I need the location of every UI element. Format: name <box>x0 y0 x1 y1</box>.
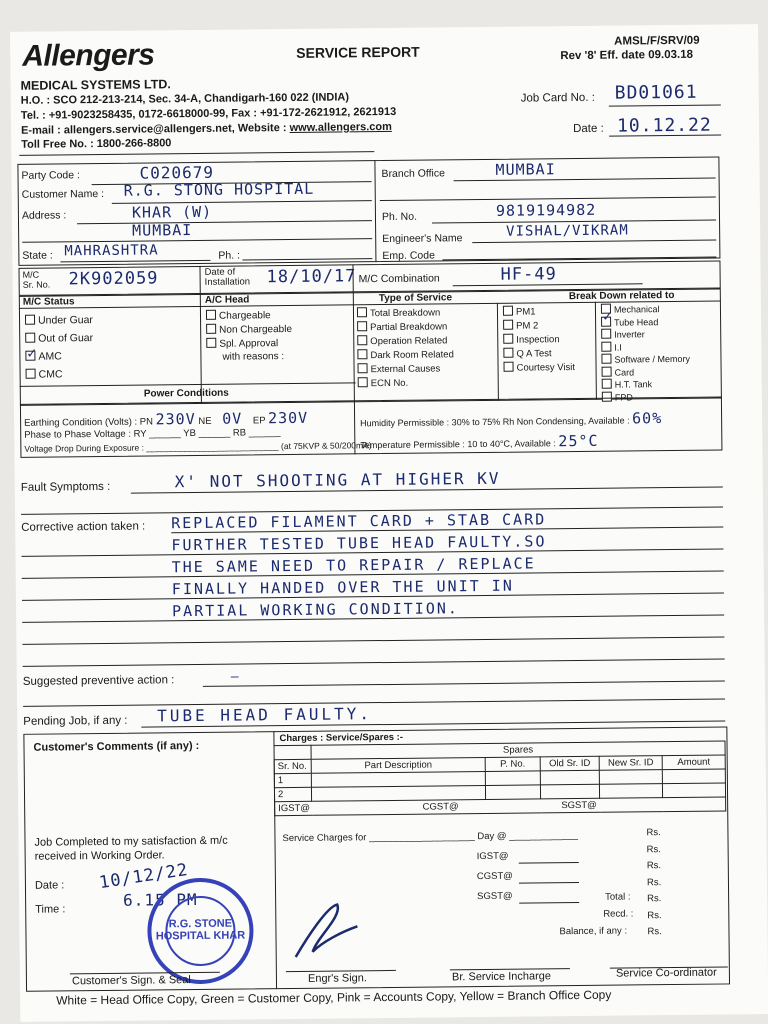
mc-status-amc[interactable] <box>25 347 93 366</box>
address-line-2[interactable]: MUMBAI <box>132 221 193 240</box>
voltage-drop-row: Voltage Drop During Exposure : ____________________________ (at 75KVP & 50/200mA) <box>24 440 372 454</box>
doc-code: AMSL/F/SRV/09 <box>614 34 700 48</box>
email-line <box>21 121 392 137</box>
checkbox[interactable] <box>601 316 611 326</box>
bottom-date-value[interactable]: 10/12/22 <box>97 859 190 894</box>
checkbox[interactable] <box>357 349 367 359</box>
ne-value[interactable]: 0V <box>222 409 243 428</box>
service-type-inspection[interactable] <box>503 333 575 348</box>
pending-job-value[interactable]: TUBE HEAD FAULTY. <box>157 704 373 726</box>
checkbox[interactable] <box>503 348 513 358</box>
checkbox[interactable] <box>206 310 216 320</box>
with-reasons-label: with reasons : <box>222 351 285 363</box>
telephone-fax: Tel. : +91-9023258435, 0172-6618000-99, Fax : +91-172-2621912, 2621913 <box>20 105 397 122</box>
copy-distribution-footer: White = Head Office Copy, Green = Customer Copy, Pink = Accounts Copy, Yellow = Branch Office Copy <box>56 987 612 1008</box>
head-office-address: H.O. : SCO 212-213-214, Sec. 34-A, Chandigarh-160 022 (INDIA) <box>20 91 350 107</box>
total-label: Total : <box>605 891 631 903</box>
phone-no-label: Ph. No. <box>381 210 418 224</box>
form-title: SERVICE REPORT <box>296 43 420 61</box>
checkbox-label: Inverter <box>614 329 645 340</box>
checkbox[interactable] <box>357 335 367 345</box>
date-value[interactable]: 10.12.22 <box>616 114 712 137</box>
customer-sign-label: Customer's Sign. & Seal <box>71 974 191 988</box>
table-row: 1 <box>274 769 725 788</box>
earthing-row: Earthing Condition (Volts) : PN 230V NE 0V EP 230V <box>24 408 309 429</box>
revision-info: Rev '8' Eff. date 09.03.18 <box>560 48 694 63</box>
engineer-name-label: Engineer's Name <box>382 232 463 246</box>
charges-heading: Charges : Service/Spares :- <box>279 731 404 745</box>
corrective-action-lines[interactable]: REPLACED FILAMENT CARD + STAB CARD FURTHER TESTED TUBE HEAD FAULTY.SO THE SAME NEED TO REPAIR / REPLACE FINALLY HANDED OVER THE UNIT IN PARTIAL WORKING CONDITION. <box>171 510 547 621</box>
checkbox[interactable] <box>601 341 611 351</box>
party-code-value[interactable]: C020679 <box>139 162 215 183</box>
checkbox[interactable] <box>357 321 367 331</box>
cgst-charge-label: CGST@ <box>476 870 513 883</box>
checkbox-label: CMC <box>38 368 63 381</box>
service-report-form <box>10 24 768 1022</box>
checkbox-label: Card <box>614 366 635 378</box>
website-link[interactable]: www.allengers.com <box>289 120 392 134</box>
checkbox[interactable] <box>206 324 216 334</box>
br-service-incharge-label: Br. Service Incharge <box>451 970 552 984</box>
service-type-ecn-no[interactable] <box>358 376 455 391</box>
received-label: Recd. : <box>603 908 634 920</box>
branch-office-value[interactable]: MUMBAI <box>495 160 556 179</box>
customer-name-value[interactable]: R.G. STONG HOSPITAL <box>123 179 315 200</box>
service-type-column-1 <box>357 306 454 391</box>
checkbox-label: H.T. Tank <box>614 379 653 390</box>
checkbox[interactable] <box>25 351 35 361</box>
checkbox-label: Out of Guar <box>38 332 94 345</box>
installation-date-label: Date of Installation <box>204 266 251 288</box>
ep-value[interactable]: 230V <box>267 408 309 428</box>
pn-value[interactable]: 230V <box>155 409 196 429</box>
mc-status-cmc[interactable] <box>26 365 94 384</box>
breakdown-mechanical[interactable] <box>601 303 690 316</box>
email-label: E-mail : allengers.service@allengers.net, Website : <box>20 122 287 137</box>
rs-column: Rs. Rs. Rs. Rs. Rs. Rs. Rs. <box>646 827 662 938</box>
checkbox[interactable] <box>357 307 367 317</box>
checkbox[interactable] <box>206 338 216 348</box>
breakdown-heading: Break Down related to <box>568 289 675 303</box>
checkbox[interactable] <box>503 306 513 316</box>
type-of-service-heading: Type of Service <box>378 292 453 305</box>
bottom-date-label: Date : <box>34 879 65 892</box>
service-type-column-2 <box>503 305 575 376</box>
checkbox-label: Mechanical <box>613 304 660 315</box>
hospital-stamp: R.G. STONE HOSPITAL KHAR <box>147 877 254 984</box>
checkbox-label: Tube Head <box>614 316 659 328</box>
breakdown-software-memory[interactable] <box>601 353 690 366</box>
checkbox-label: PM 2 <box>516 320 539 332</box>
service-type-operation-related[interactable] <box>357 334 454 349</box>
checkbox-label: Q A Test <box>516 348 552 360</box>
checkbox-label: Software / Memory <box>614 353 691 365</box>
checkbox[interactable] <box>25 315 35 325</box>
breakdown-h-t-tank[interactable] <box>602 378 691 391</box>
breakdown-tube-head[interactable] <box>601 315 690 328</box>
company-logo: Allengers <box>22 38 155 73</box>
mc-status-list <box>25 311 94 384</box>
service-type-partial-breakdown[interactable] <box>357 320 454 335</box>
engineer-sign-label: Engr's Sign. <box>307 972 367 985</box>
checkbox[interactable] <box>602 366 612 376</box>
checkbox-label: Chargeable <box>218 310 271 322</box>
phone-no-value[interactable]: 9819194982 <box>495 200 597 220</box>
phase-voltage-row: Phase to Phase Voltage : RY ______ YB ______ RB ______ <box>24 427 281 441</box>
checkbox[interactable] <box>504 362 514 372</box>
breakdown-i-i[interactable] <box>601 340 690 353</box>
checkbox-label: AMC <box>38 350 62 363</box>
humidity-row: Humidity Permissible : 30% to 75% Rh Non Condensing, Available : 60% <box>360 409 663 429</box>
breakdown-inverter[interactable] <box>601 328 690 341</box>
checkbox-label: Operation Related <box>370 335 448 348</box>
mc-sr-label: M/C Sr. No. <box>22 269 51 290</box>
ac-head-spl-approval[interactable] <box>206 337 292 352</box>
service-type-pm-2[interactable] <box>503 319 575 334</box>
bottom-time-label: Time : <box>35 903 66 916</box>
fault-symptoms-label: Fault Symptoms : <box>20 480 111 494</box>
checkbox[interactable] <box>601 354 611 364</box>
checkbox-label: I.I <box>614 342 622 353</box>
service-type-pm1[interactable] <box>503 305 575 320</box>
fault-symptoms-value[interactable]: X' NOT SHOOTING AT HIGHER KV <box>174 468 501 492</box>
service-type-q-a-test[interactable] <box>503 347 575 362</box>
service-type-dark-room-related[interactable] <box>357 348 454 363</box>
balance-label: Balance, if any : <box>559 925 628 938</box>
branch-office-label: Branch Office <box>381 167 446 181</box>
toll-free: Toll Free No. : 1800-266-8800 <box>21 137 172 151</box>
checkbox-label: Inspection <box>516 334 560 346</box>
service-coordinator-label: Service Co-ordinator <box>615 966 717 980</box>
mc-sr-value[interactable]: 2K902059 <box>68 268 159 290</box>
checkbox[interactable] <box>26 369 36 379</box>
power-conditions-heading: Power Conditions <box>143 387 229 400</box>
address-line-1[interactable]: KHAR (W) <box>131 202 213 222</box>
date-label: Date : <box>573 122 604 136</box>
service-type-courtesy-visit[interactable] <box>504 361 576 376</box>
igst-charge-label: IGST@ <box>476 850 509 863</box>
corrective-action-label: Corrective action taken : <box>21 520 146 534</box>
checkbox[interactable] <box>503 334 513 344</box>
mc-status-heading: M/C Status <box>22 296 75 308</box>
checkbox-label: Dark Room Related <box>370 349 454 362</box>
checkbox[interactable] <box>503 320 513 330</box>
checkbox-label: PM1 <box>515 306 536 318</box>
job-card-label: Job Card No. : <box>520 91 595 105</box>
state-value[interactable]: MAHRASHTRA <box>64 242 159 260</box>
service-type-external-causes[interactable] <box>358 362 455 377</box>
humidity-value[interactable]: 60% <box>632 409 663 428</box>
engineer-name-value[interactable]: VISHAL/VIKRAM <box>506 222 629 240</box>
temperature-row: Temperature Permissible : 10 to 40°C, Available : 25°C <box>360 431 599 451</box>
state-label: State : <box>22 249 53 262</box>
table-row: 2 <box>274 783 725 802</box>
breakdown-list <box>601 303 691 404</box>
ac-head-list <box>206 309 292 352</box>
checkbox-label: Courtesy Visit <box>516 362 576 374</box>
checkbox-label: Spl. Approval <box>219 338 279 350</box>
ac-head-chargeable[interactable] <box>206 309 292 324</box>
installation-date-value[interactable]: 18/10/17 <box>266 266 357 288</box>
temperature-value[interactable]: 25°C <box>558 431 599 451</box>
emp-code-label: Emp. Code <box>382 249 435 263</box>
checkbox[interactable] <box>358 377 368 387</box>
customer-name-label: Customer Name : <box>21 187 105 201</box>
party-code-label: Party Code : <box>21 169 80 182</box>
company-name: MEDICAL SYSTEMS LTD. <box>20 77 171 93</box>
bottom-time-value[interactable]: 6.15 PM <box>123 890 198 910</box>
checkbox-label: Partial Breakdown <box>370 321 448 334</box>
job-completed-text: Job Completed to my satisfaction & m/c received in Working Order. <box>34 834 228 863</box>
checkbox[interactable] <box>601 329 611 339</box>
sgst-charge-label: SGST@ <box>477 890 513 903</box>
mc-combination-label: M/C Combination <box>358 272 440 286</box>
service-charges-row: Service Charges for ____________________ Day @ _____________ <box>282 830 578 845</box>
ph-label: Ph. : <box>218 249 241 262</box>
preventive-action-label: Suggested preventive action : <box>22 674 175 688</box>
spares-heading: Spares <box>311 741 725 759</box>
checkbox[interactable] <box>358 363 368 373</box>
customer-comments-label: Customer's Comments (if any) : <box>33 739 200 754</box>
checkbox-label: External Causes <box>370 363 441 376</box>
engineer-signature <box>287 896 368 967</box>
mc-combination-value[interactable]: HF-49 <box>500 264 557 285</box>
checkbox-label: Total Breakdown <box>369 307 441 320</box>
ac-head-heading: A/C Head <box>204 294 250 306</box>
spares-table: Spares Sr. No. Part Description P. No. Old Sr. ID New Sr. ID Amount 1 2 IGST@ CGST@ SGST@ <box>274 740 727 816</box>
checkbox[interactable] <box>25 333 35 343</box>
checkbox-label: Under Guar <box>37 314 93 327</box>
checkbox[interactable] <box>602 379 612 389</box>
checkbox-label: Non Chargeable <box>219 323 293 336</box>
preventive-action-value[interactable]: — <box>230 669 240 685</box>
job-card-value[interactable]: BD01061 <box>614 81 698 104</box>
ac-head-non-chargeable[interactable] <box>206 323 292 338</box>
service-type-total-breakdown[interactable] <box>357 306 454 321</box>
pending-job-label: Pending Job, if any : <box>23 714 128 728</box>
checkbox-label: ECN No. <box>370 377 409 390</box>
checkbox-label: FPD <box>614 391 633 403</box>
breakdown-card[interactable] <box>602 365 691 378</box>
address-label: Address : <box>21 209 67 222</box>
mc-status-under-guar[interactable] <box>25 311 93 330</box>
